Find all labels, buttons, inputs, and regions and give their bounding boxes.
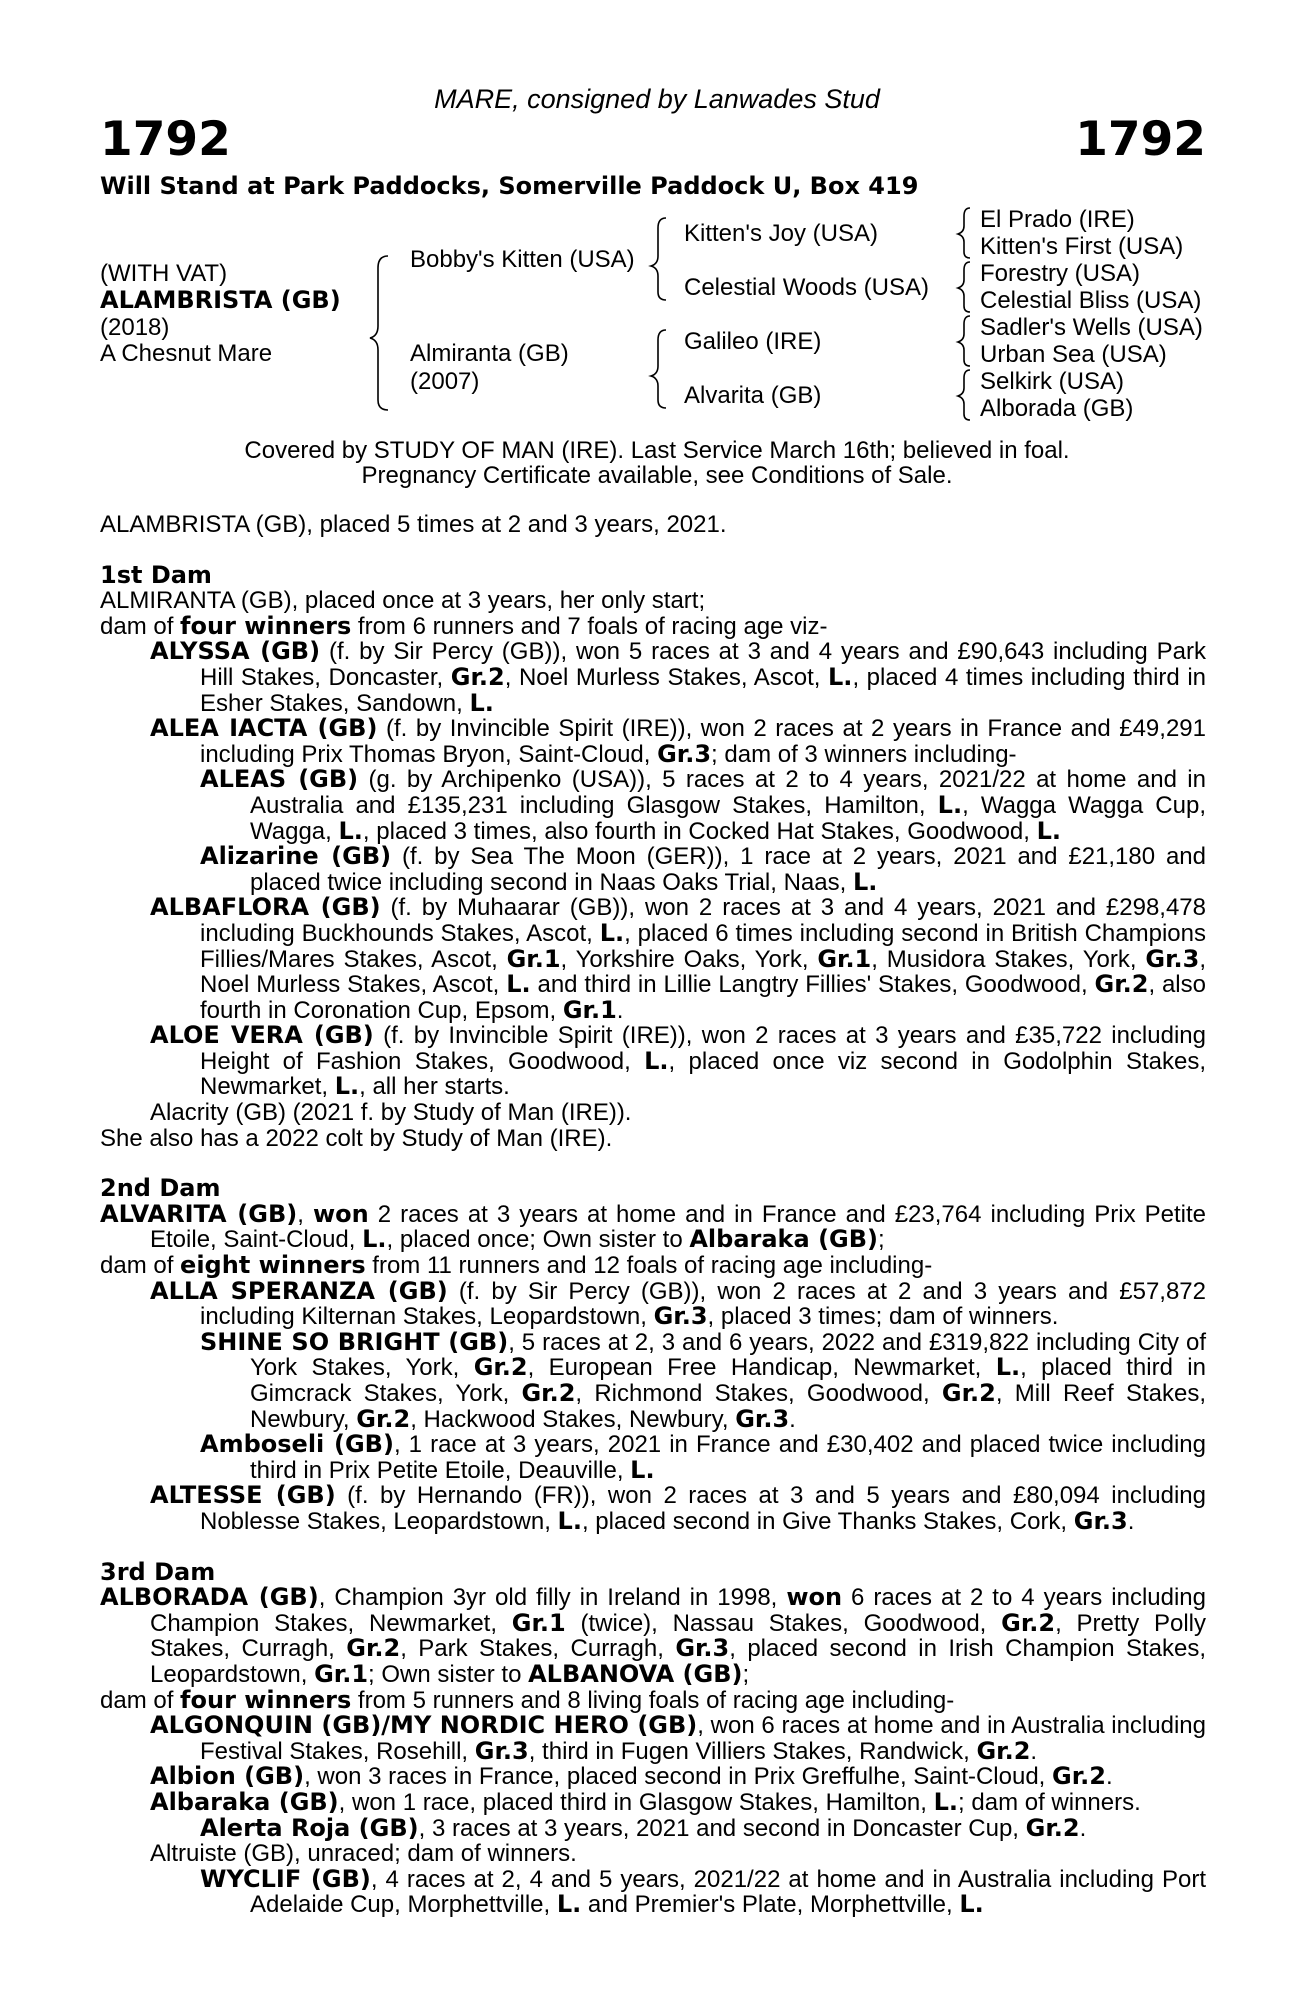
dam-dam: Alvarita (GB)	[684, 382, 822, 409]
progeny-aleas: ALEAS (GB) (g. by Archipenko (USA)), 5 races at 2 to 4 years, 2021/22 at home and in Australia and £135,231 including Glasgow Stakes, Hamilton, L., Wagga Wagga Cup, Wagga, L., placed 3 times, also fourth in Cocked Hat Stakes, Goodwood, L.	[200, 765, 1207, 845]
colt-note: She also has a 2022 colt by Study of Man (IRE).	[100, 1124, 613, 1152]
third-dam-line: ALBORADA (GB), Champion 3yr old filly in Ireland in 1998, won 6 races at 2 to 4 years including Champion Stakes, Newmarket, Gr.1 (twice), Nassau Stakes, Goodwood, Gr.2, Pretty Polly Stakes, Curragh, Gr.2, Park Stakes, Curragh, Gr.3, placed second in Irish Champion Stakes, Leopardstown, Gr.1; Own sister to ALBANOVA (GB);	[100, 1583, 1207, 1688]
third-dam-of: dam of four winners from 5 runners and 8 living foals of racing age including-	[100, 1685, 955, 1714]
ddd: Alborada (GB)	[980, 395, 1134, 422]
second-dam-line: ALVARITA (GB), won 2 races at 3 years at home and in France and £23,764 including Prix Petite Etoile, Saint-Cloud, L., placed once; Own sister to Albaraka (GB);	[100, 1199, 1206, 1254]
sdd: Celestial Bliss (USA)	[980, 287, 1202, 314]
dds: Selkirk (USA)	[980, 368, 1125, 395]
horse-year: (2018)	[100, 314, 170, 341]
progeny-altruiste: Altruiste (GB), unraced; dam of winners.	[150, 1840, 577, 1868]
first-dam-line: ALMIRANTA (GB), placed once at 3 years, her only start;	[100, 587, 706, 615]
sire: Bobby's Kitten (USA)	[410, 246, 635, 273]
covered-line-2: Pregnancy Certificate available, see Conditions of Sale.	[361, 462, 953, 489]
horse-name: ALAMBRISTA (GB)	[100, 286, 341, 314]
progeny-altesse: ALTESSE (GB) (f. by Hernando (FR)), won 2 races at 3 and 5 years and £80,094 including Noblesse Stakes, Leopardstown, L., placed second in Give Thanks Stakes, Cork, Gr.3.	[150, 1481, 1206, 1535]
dam-year: (2007)	[410, 368, 480, 395]
progeny-alyssa: ALYSSA (GB) (f. by Sir Percy (GB)), won 5 races at 3 and 4 years and £90,643 including Park Hill Stakes, Doncaster, Gr.2, Noel Murless Stakes, Ascot, L., placed 4 times including third in Esher Stakes, Sandown, L.	[150, 637, 1207, 717]
produce-record	[100, 512, 1206, 1918]
progeny-alerta-roja: Alerta Roja (GB), 3 races at 3 years, 2021 and second in Doncaster Cup, Gr.2.	[200, 1813, 1087, 1842]
dam: Almiranta (GB)	[410, 340, 569, 367]
dam-sire: Galileo (IRE)	[684, 328, 822, 355]
third-dam-heading: 3rd Dam	[100, 1557, 216, 1586]
ssd: Kitten's First (USA)	[980, 233, 1184, 260]
horse-description: A Chesnut Mare	[100, 340, 273, 367]
progeny-alizarine: Alizarine (GB) (f. by Sea The Moon (GER)), 1 race at 2 years, 2021 and £21,180 and placed twice including second in Naas Oaks Trial, Naas, L.	[200, 842, 1207, 896]
dss: Sadler's Wells (USA)	[980, 314, 1203, 341]
progeny-albaraka: Albaraka (GB), won 1 race, placed third in Glasgow Stakes, Hamilton, L.; dam of winners.	[150, 1787, 1141, 1816]
progeny-albion: Albion (GB), won 3 races in France, placed second in Prix Greffulhe, Saint-Cloud, Gr.2.	[150, 1762, 1113, 1791]
progeny-aloe-vera: ALOE VERA (GB) (f. by Invincible Spirit (IRE)), won 2 races at 3 years and £35,722 including Height of Fashion Stakes, Goodwood, L., placed once viz second in Godolphin Stakes, Newmarket, L., all her starts.	[150, 1021, 1207, 1101]
progeny-shine-so-bright: SHINE SO BRIGHT (GB), 5 races at 2, 3 and 6 years, 2022 and £319,822 including City of York Stakes, York, Gr.2, European Free Handicap, Newmarket, L., placed third in Gimcrack Stakes, York, Gr.2, Richmond Stakes, Goodwood, Gr.2, Mill Reef Stakes, Newbury, Gr.2, Hackwood Stakes, Newbury, Gr.3.	[200, 1327, 1206, 1433]
sire-sire: Kitten's Joy (USA)	[684, 220, 878, 247]
consignor-subtitle: MARE, consigned by Lanwades Stud	[434, 84, 880, 114]
sss: El Prado (IRE)	[980, 206, 1135, 233]
second-dam-of: dam of eight winners from 11 runners and 12 foals of racing age including-	[100, 1251, 933, 1280]
progeny-amboseli: Amboseli (GB), 1 race at 3 years, 2021 in France and £30,402 and placed twice including third in Prix Petite Etoile, Deauville, L.	[200, 1430, 1206, 1484]
progeny-algonquin: ALGONQUIN (GB)/MY NORDIC HERO (GB), won 6 races at home and in Australia including Festival Stakes, Rosehill, Gr.3, third in Fugen Villiers Stakes, Randwick, Gr.2.	[150, 1711, 1206, 1765]
first-dam-of: dam of four winners from 6 runners and 7 foals of racing age viz-	[100, 611, 828, 640]
intro-line: ALAMBRISTA (GB), placed 5 times at 2 and 3 years, 2021.	[100, 511, 727, 538]
progeny-alla-speranza: ALLA SPERANZA (GB) (f. by Sir Percy (GB)), won 2 races at 2 and 3 years and £57,872 including Kilternan Stakes, Leopardstown, Gr.3, placed 3 times; dam of winners.	[150, 1276, 1206, 1331]
progeny-albaflora: ALBAFLORA (GB) (f. by Muhaarar (GB)), won 2 races at 3 and 4 years, 2021 and £298,478 including Buckhounds Stakes, Ascot, L., placed 6 times including second in British Champions Fillies/Mares Stakes, Ascot, Gr.1, Yorkshire Oaks, York, Gr.1, Musidora Stakes, York, Gr.3, Noel Murless Stakes, Ascot, L. and third in Lillie Langtry Fillies' Stakes, Goodwood, Gr.2, also fourth in Coronation Cup, Epsom, Gr.1.	[150, 893, 1206, 1024]
progeny-alea-iacta: ALEA IACTA (GB) (f. by Invincible Spirit (IRE)), won 2 races at 2 years in France and £49,291 including Prix Thomas Bryon, Saint-Cloud, Gr.3; dam of 3 winners including-	[150, 714, 1206, 768]
first-dam-heading: 1st Dam	[100, 560, 212, 589]
lot-number-right: 1792	[1075, 112, 1206, 167]
lot-number-left: 1792	[100, 112, 231, 167]
sire-dam: Celestial Woods (USA)	[684, 274, 929, 301]
stand-location: Will Stand at Park Paddocks, Somerville Paddock U, Box 419	[100, 172, 919, 200]
second-dam-heading: 2nd Dam	[100, 1174, 221, 1203]
dsd: Urban Sea (USA)	[980, 341, 1167, 368]
covered-line-1: Covered by STUDY OF MAN (IRE). Last Service March 16th; believed in foal.	[244, 437, 1070, 464]
progeny-wyclif: WYCLIF (GB), 4 races at 2, 4 and 5 years, 2021/22 at home and in Australia including Port Adelaide Cup, Morphettville, L. and Premier's Plate, Morphettville, L.	[200, 1864, 1206, 1919]
progeny-alacrity: Alacrity (GB) (2021 f. by Study of Man (IRE)).	[150, 1099, 632, 1127]
sds: Forestry (USA)	[980, 260, 1141, 287]
vat-note: (WITH VAT)	[100, 260, 228, 287]
